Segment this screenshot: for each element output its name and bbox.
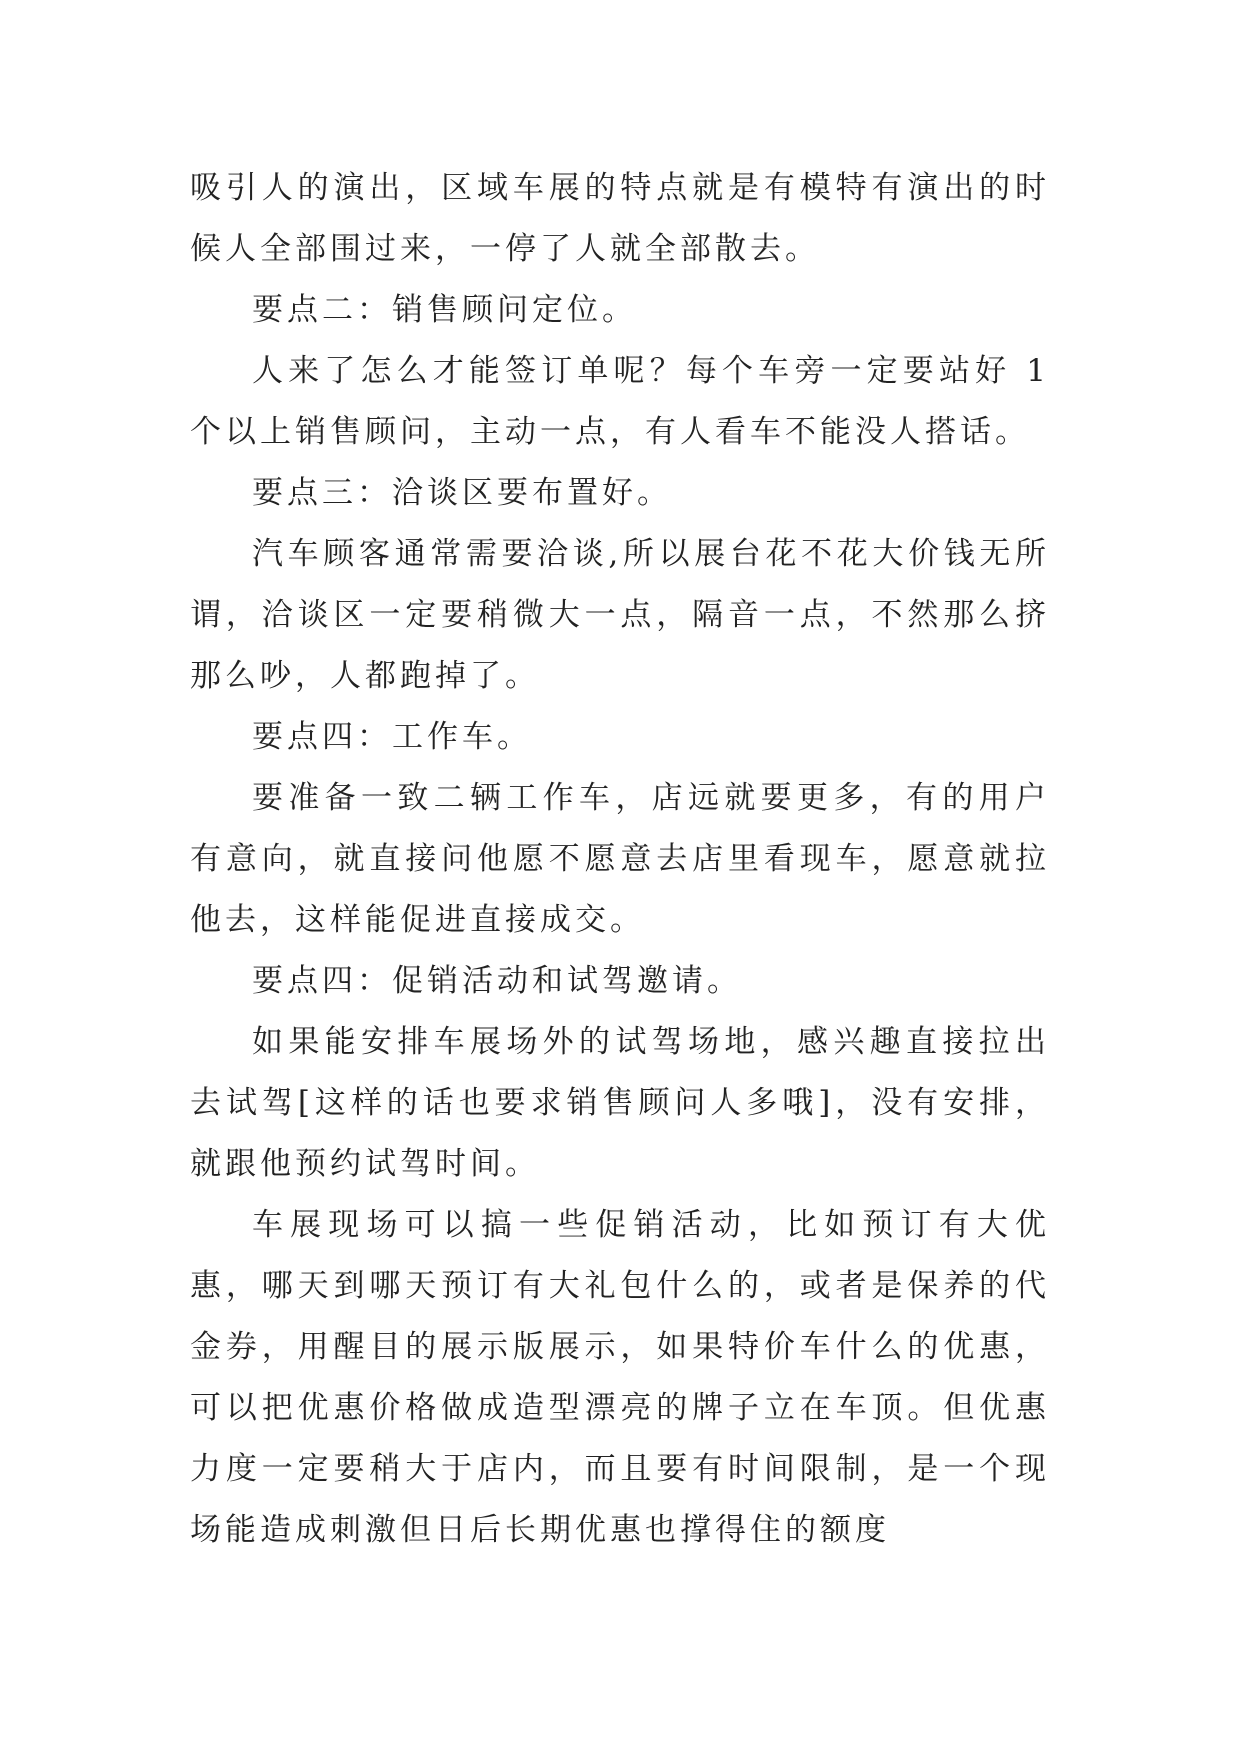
paragraph-continued: 吸引人的演出，区域车展的特点就是有模特有演出的时候人全部围过来，一停了人就全部散去。 [190, 170, 1050, 267]
paragraph: 人来了怎么才能签订单呢？每个车旁一定要站好 1 个以上销售顾问，主动一点，有人看车不能没人搭话。 [190, 353, 1050, 450]
paragraph: 如果能安排车展场外的试驾场地，感兴趣直接拉出去试驾[这样的话也要求销售顾问人多哦]，没有安排，就跟他预约试驾时间。 [190, 1024, 1050, 1182]
section-heading-point-3: 要点三：洽谈区要布置好。 [252, 475, 672, 511]
paragraph: 要准备一致二辆工作车，店远就要更多，有的用户有意向，就直接问他愿不愿意去店里看现车，愿意就拉他去，这样能促进直接成交。 [190, 780, 1050, 938]
document-body [190, 158, 1050, 1561]
section-heading-point-2: 要点二：销售顾问定位。 [252, 292, 637, 328]
paragraph: 汽车顾客通常需要洽谈,所以展台花不花大价钱无所谓，洽谈区一定要稍微大一点，隔音一点，不然那么挤那么吵，人都跑掉了。 [190, 536, 1050, 694]
paragraph: 车展现场可以搞一些促销活动，比如预订有大优惠，哪天到哪天预订有大礼包什么的，或者是保养的代金券，用醒目的展示版展示，如果特价车什么的优惠，可以把优惠价格做成造型漂亮的牌子立在车顶。但优惠力度一定要稍大于店内，而且要有时间限制，是一个现场能造成刺激但日后长期优惠也撑得住的额度 [190, 1207, 1050, 1548]
section-heading-point-4-work-car: 要点四：工作车。 [252, 719, 532, 755]
section-heading-point-4-promotion: 要点四：促销活动和试驾邀请。 [252, 963, 742, 999]
